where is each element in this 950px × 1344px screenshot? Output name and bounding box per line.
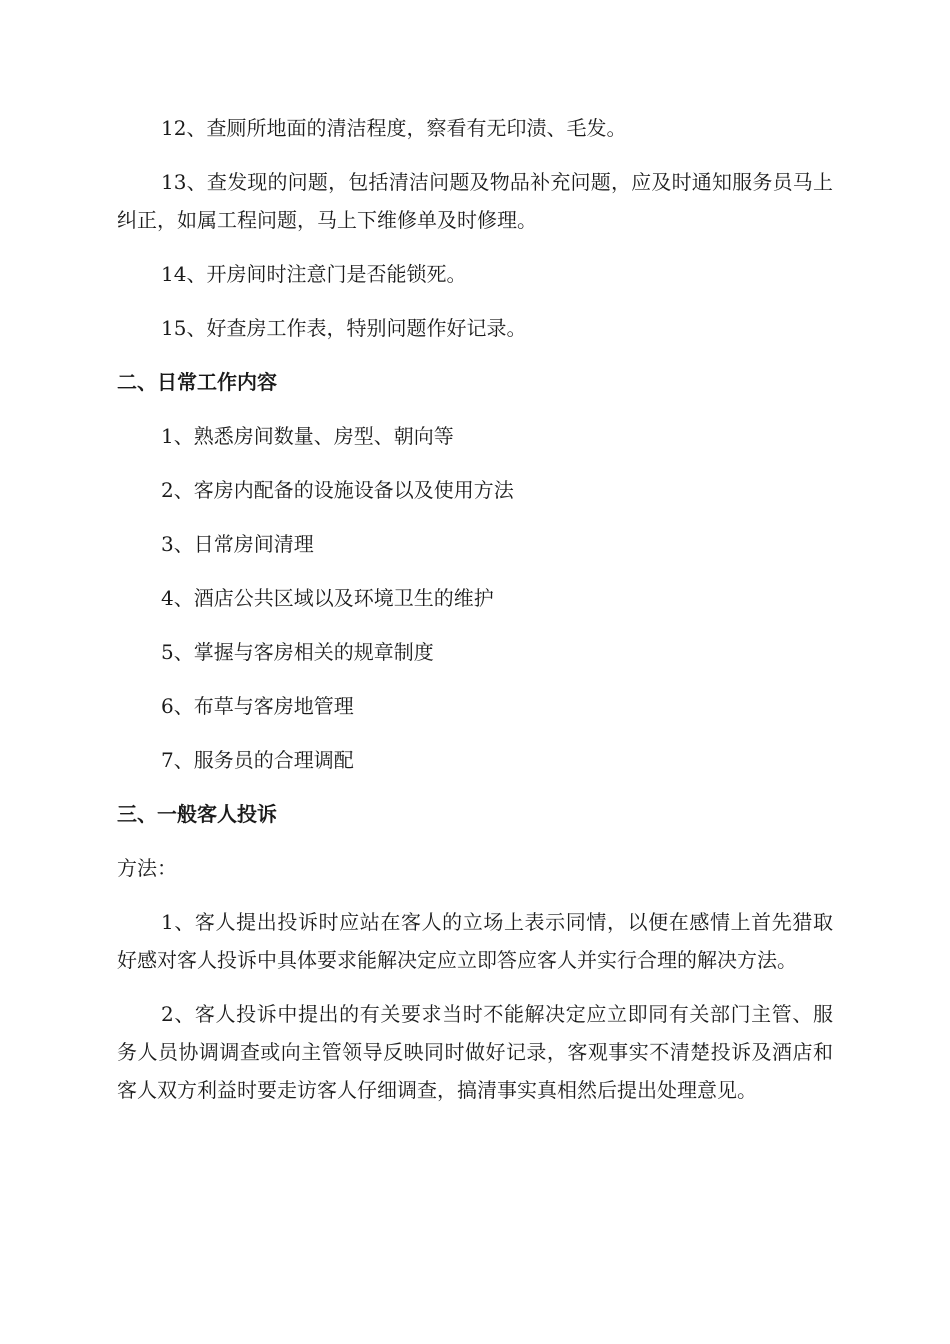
complaint-paragraph-2: 2、客人投诉中提出的有关要求当时不能解决定应立即同有关部门主管、服务人员协调调查或向主管领导反映同时做好记录，客观事实不清楚投诉及酒店和客人双方利益时要走访客人仔细调查，搞清事实真相然后提出处理意见。	[117, 1002, 833, 1102]
list-item: 2、客房内配备的设施设备以及使用方法	[161, 478, 514, 502]
complaint-paragraph-1: 1、客人提出投诉时应站在客人的立场上表示同情，以便在感情上首先猎取好感对客人投诉中具体要求能解决定应立即答应客人并实行合理的解决方法。	[117, 910, 833, 972]
list-item: 5、掌握与客房相关的规章制度	[161, 640, 434, 664]
list-item: 4、酒店公共区域以及环境卫生的维护	[161, 586, 494, 610]
section-heading-complaints: 三、一般客人投诉	[117, 802, 277, 826]
paragraph-item-14: 14、开房间时注意门是否能锁死。	[161, 262, 467, 286]
method-label: 方法：	[117, 856, 177, 880]
paragraph-item-13: 13、查发现的问题，包括清洁问题及物品补充问题，应及时通知服务员马上纠正，如属工程问题，马上下维修单及时修理。	[117, 170, 833, 232]
list-item: 1、熟悉房间数量、房型、朝向等	[161, 424, 454, 448]
list-item: 7、服务员的合理调配	[161, 748, 354, 772]
list-item: 3、日常房间清理	[161, 532, 314, 556]
paragraph-item-15: 15、好查房工作表，特别问题作好记录。	[161, 316, 527, 340]
list-item: 6、布草与客房地管理	[161, 694, 354, 718]
section-heading-daily-work: 二、日常工作内容	[117, 370, 277, 394]
paragraph-item-12: 12、查厕所地面的清洁程度，察看有无印渍、毛发。	[161, 116, 627, 140]
document-page	[117, 109, 833, 1109]
